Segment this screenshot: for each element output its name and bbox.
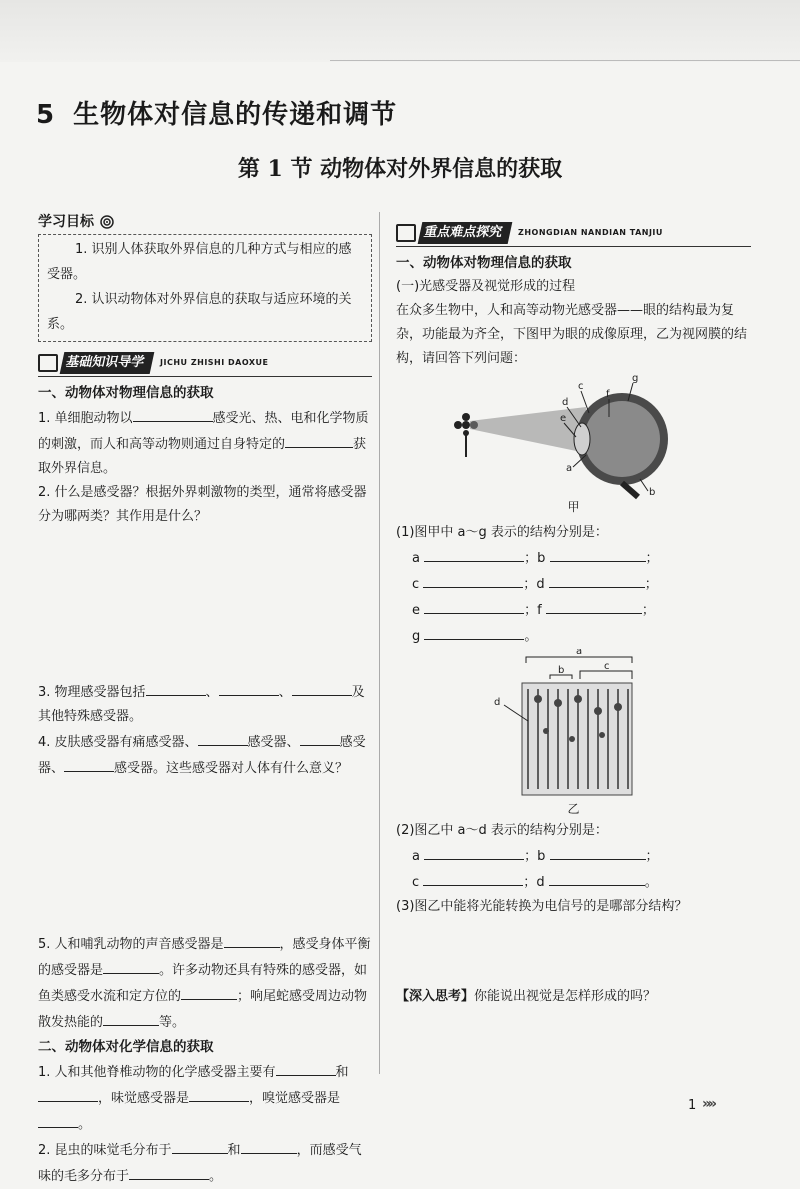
deep-thinking [396, 985, 751, 1009]
focus-sub1: (一)光感受器及视觉形成的过程 [396, 279, 576, 294]
answer-blank[interactable] [224, 931, 280, 948]
chem-question-2: 2. 昆虫的味觉毛分布于 和 ，而感受气味的毛多分布于 。 [38, 1137, 372, 1189]
retina-figure-caption: 乙 [567, 802, 580, 816]
question-3: 3. 物理感受器包括 、 、 及其他特殊感受器。 [38, 679, 372, 729]
chapter-number: 5 [36, 100, 56, 130]
answer-blank[interactable] [424, 623, 524, 640]
answer-blank[interactable] [241, 1137, 297, 1154]
eye-diagram [396, 371, 751, 503]
answer-blank[interactable] [129, 1163, 209, 1180]
focus-part1-heading: 一、动物体对物理信息的获取 [396, 255, 572, 271]
answer-blank[interactable] [423, 869, 523, 886]
answer-blank[interactable] [292, 679, 352, 696]
answer-row: g 。 [412, 623, 751, 649]
eye-label: e [560, 413, 567, 424]
book-icon [396, 224, 416, 242]
retina-label: c [604, 661, 610, 672]
focus-banner [396, 220, 751, 247]
answer-blank[interactable] [219, 679, 279, 696]
chapter-title: 生物体对信息的传递和调节 [73, 100, 398, 130]
focus-banner-label: 重点难点探究 [418, 222, 513, 244]
goal-item: 2. 认识动物体对外界信息的获取与适应环境的关系。 [47, 292, 352, 332]
q2-answer-rows [396, 843, 751, 895]
book-icon [38, 354, 58, 372]
answer-blank[interactable] [172, 1137, 228, 1154]
answer-blank[interactable] [549, 571, 645, 588]
answer-row: c ；d ； [412, 571, 751, 597]
basics-banner [38, 350, 372, 377]
header-tab [330, 40, 800, 61]
page-number: 1 [688, 1098, 697, 1113]
answer-row: a ；b ； [412, 843, 751, 869]
eye-label: d [562, 397, 569, 408]
basics-part2-heading: 二、动物体对化学信息的获取 [38, 1039, 214, 1055]
chem-question-1: 1. 人和其他脊椎动物的化学感受器主要有 和，味觉感受器是 ，嗅觉感受器是。 [38, 1059, 372, 1137]
next-page-arrows-icon: »» [702, 1096, 715, 1112]
answer-blank[interactable] [424, 545, 524, 562]
column-divider [379, 212, 380, 1074]
right-column [396, 220, 751, 1009]
answer-blank[interactable] [64, 755, 114, 772]
eye-label: c [578, 381, 584, 392]
answer-blank[interactable] [550, 545, 646, 562]
eye-label: g [632, 373, 639, 384]
focus-question-1: (1)图甲中 a～g 表示的结构分别是： [396, 525, 608, 540]
flower-icon [454, 413, 478, 457]
eye-label: b [649, 487, 656, 498]
answer-blank[interactable] [550, 843, 646, 860]
answer-blank[interactable] [198, 729, 248, 746]
answer-space[interactable] [396, 919, 751, 985]
answer-blank[interactable] [423, 571, 523, 588]
retina-figure [396, 649, 751, 819]
q1-answer-rows [396, 545, 751, 649]
eye-label: a [566, 463, 573, 474]
answer-row: c ；d 。 [412, 869, 751, 895]
answer-blank[interactable] [103, 1009, 159, 1026]
focus-question-2: (2)图乙中 a～d 表示的结构分别是： [396, 823, 608, 838]
left-column [38, 210, 372, 1189]
question-1: 1. 单细胞动物以 感受光、热、电和化学物质的刺激，而人和高等动物则通过自身特定的 获取外界信息。 [38, 405, 372, 481]
answer-blank[interactable] [276, 1059, 336, 1076]
deep-thinking-text: 你能说出视觉是怎样形成的吗？ [474, 989, 657, 1004]
answer-blank[interactable] [546, 597, 642, 614]
focus-intro: 在众多生物中，人和高等动物光感受器——眼的结构最为复杂，功能最为齐全，下图甲为眼的成像原理，乙为视网膜的结构，请回答下列问题： [396, 303, 748, 366]
answer-space[interactable] [38, 529, 372, 679]
goals-box [38, 234, 372, 342]
answer-blank[interactable] [133, 405, 213, 422]
answer-blank[interactable] [103, 957, 159, 974]
question-5: 5. 人和哺乳动物的声音感受器是 ，感受身体平衡的感受器是 。许多动物还具有特殊的感受器，如鱼类感受水流和定方位的 ；响尾蛇感受周边动物散发热能的 等。 [38, 931, 372, 1035]
retina-label: b [558, 665, 565, 676]
focus-question-3: (3)图乙中能将光能转换为电信号的是哪部分结构？ [396, 899, 688, 914]
basics-banner-pinyin: JICHU ZHISHI DAOXUE [160, 358, 269, 367]
goals-heading-label: 学习目标 [38, 214, 94, 230]
answer-blank[interactable] [38, 1085, 98, 1102]
eye-figure-caption: 甲 [567, 500, 580, 514]
goal-item: 1. 识别人体获取外界信息的几种方式与相应的感受器。 [47, 242, 352, 282]
answer-space[interactable] [38, 781, 372, 931]
retina-label: d [494, 697, 501, 708]
answer-blank[interactable] [424, 843, 524, 860]
deep-thinking-tag: 【深入思考】 [396, 989, 475, 1004]
eye-figure [396, 371, 751, 521]
answer-row: a ；b ； [412, 545, 751, 571]
eye-label: f [606, 389, 610, 400]
answer-row: e ；f ； [412, 597, 751, 623]
question-4: 4. 皮肤感受器有痛感受器、 感受器、 感受器、 感受器。这些感受器对人体有什么意义？ [38, 729, 372, 781]
section-title: 第 1 节 动物体对外界信息的获取 [237, 156, 563, 182]
answer-blank[interactable] [300, 729, 340, 746]
answer-blank[interactable] [146, 679, 206, 696]
basics-part1-heading: 一、动物体对物理信息的获取 [38, 385, 214, 401]
question-2: 2. 什么是感受器？根据外界刺激物的类型，通常将感受器分为哪两类？其作用是什么？ [38, 485, 367, 524]
focus-banner-pinyin: ZHONGDIAN NANDIAN TANJIU [518, 228, 663, 237]
answer-blank[interactable] [181, 983, 237, 1000]
chapter-heading [36, 94, 397, 131]
answer-blank[interactable] [285, 431, 353, 448]
retina-diagram [396, 649, 751, 799]
answer-blank[interactable] [38, 1111, 78, 1128]
answer-blank[interactable] [549, 869, 645, 886]
target-icon [100, 215, 114, 229]
retina-label: a [576, 649, 583, 657]
goals-heading [38, 210, 372, 234]
answer-blank[interactable] [424, 597, 524, 614]
answer-blank[interactable] [189, 1085, 249, 1102]
basics-banner-label: 基础知识导学 [60, 352, 155, 374]
